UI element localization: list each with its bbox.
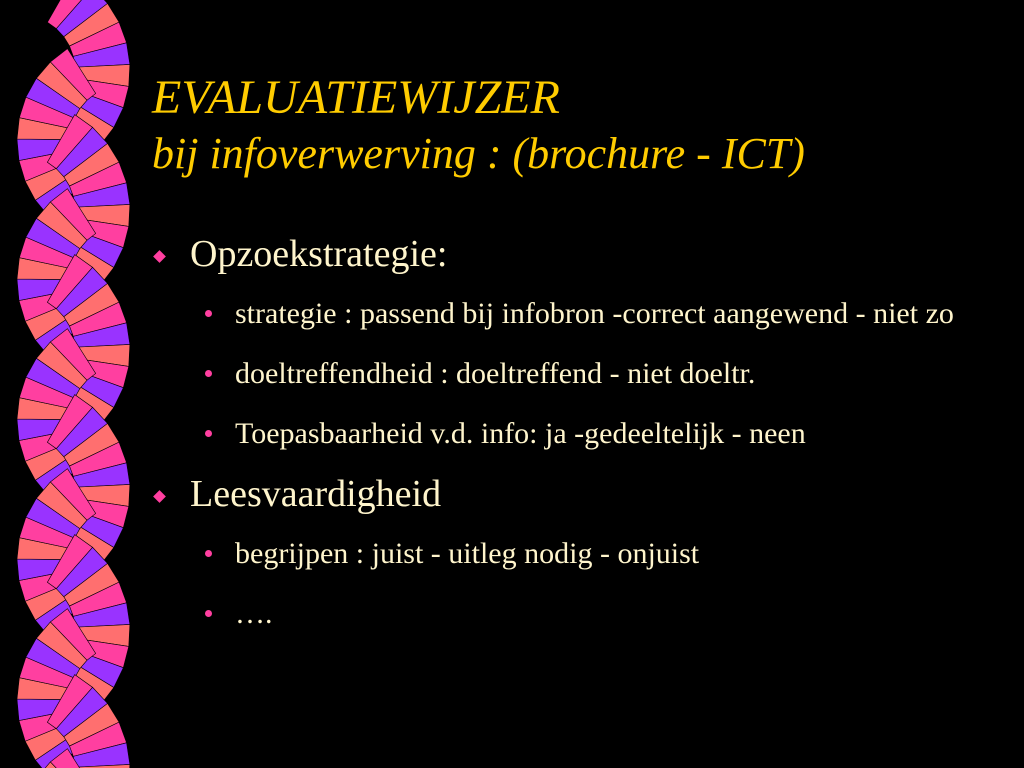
list-item-text: Toepasbaarheid v.d. info: ja -gedeeltelijk - neen bbox=[235, 417, 806, 450]
dot-bullet-icon bbox=[205, 550, 212, 557]
dot-bullet-icon bbox=[205, 310, 212, 317]
list-item-text: strategie : passend bij infobron -correct aangewend - niet zo bbox=[235, 297, 954, 330]
twisted-ribbon-decoration bbox=[0, 0, 140, 768]
dot-bullet-icon bbox=[205, 370, 212, 377]
slide-subtitle: bij infoverwerving : (brochure - ICT) bbox=[152, 129, 805, 178]
list-item bbox=[150, 532, 1010, 576]
slide-body bbox=[150, 232, 1010, 652]
section-heading-opzoekstrategie bbox=[150, 232, 1010, 276]
list-item bbox=[150, 292, 1010, 336]
list-item-text: …. bbox=[235, 597, 273, 630]
list-item bbox=[150, 412, 1010, 456]
slide-title: EVALUATIEWIJZER bbox=[152, 71, 560, 124]
diamond-bullet-icon bbox=[153, 250, 166, 263]
section-heading-leesvaardigheid bbox=[150, 472, 1010, 516]
list-item-text: doeltreffendheid : doeltreffend - niet doeltr. bbox=[235, 357, 756, 390]
slide-title-block bbox=[152, 70, 805, 182]
dot-bullet-icon bbox=[205, 430, 212, 437]
list-item bbox=[150, 352, 1010, 396]
dot-bullet-icon bbox=[205, 610, 212, 617]
section-heading-text: Opzoekstrategie: bbox=[190, 233, 448, 275]
list-item bbox=[150, 592, 1010, 636]
section-heading-text: Leesvaardigheid bbox=[190, 473, 442, 515]
list-item-text: begrijpen : juist - uitleg nodig - onjuist bbox=[235, 537, 700, 570]
diamond-bullet-icon bbox=[153, 490, 166, 503]
